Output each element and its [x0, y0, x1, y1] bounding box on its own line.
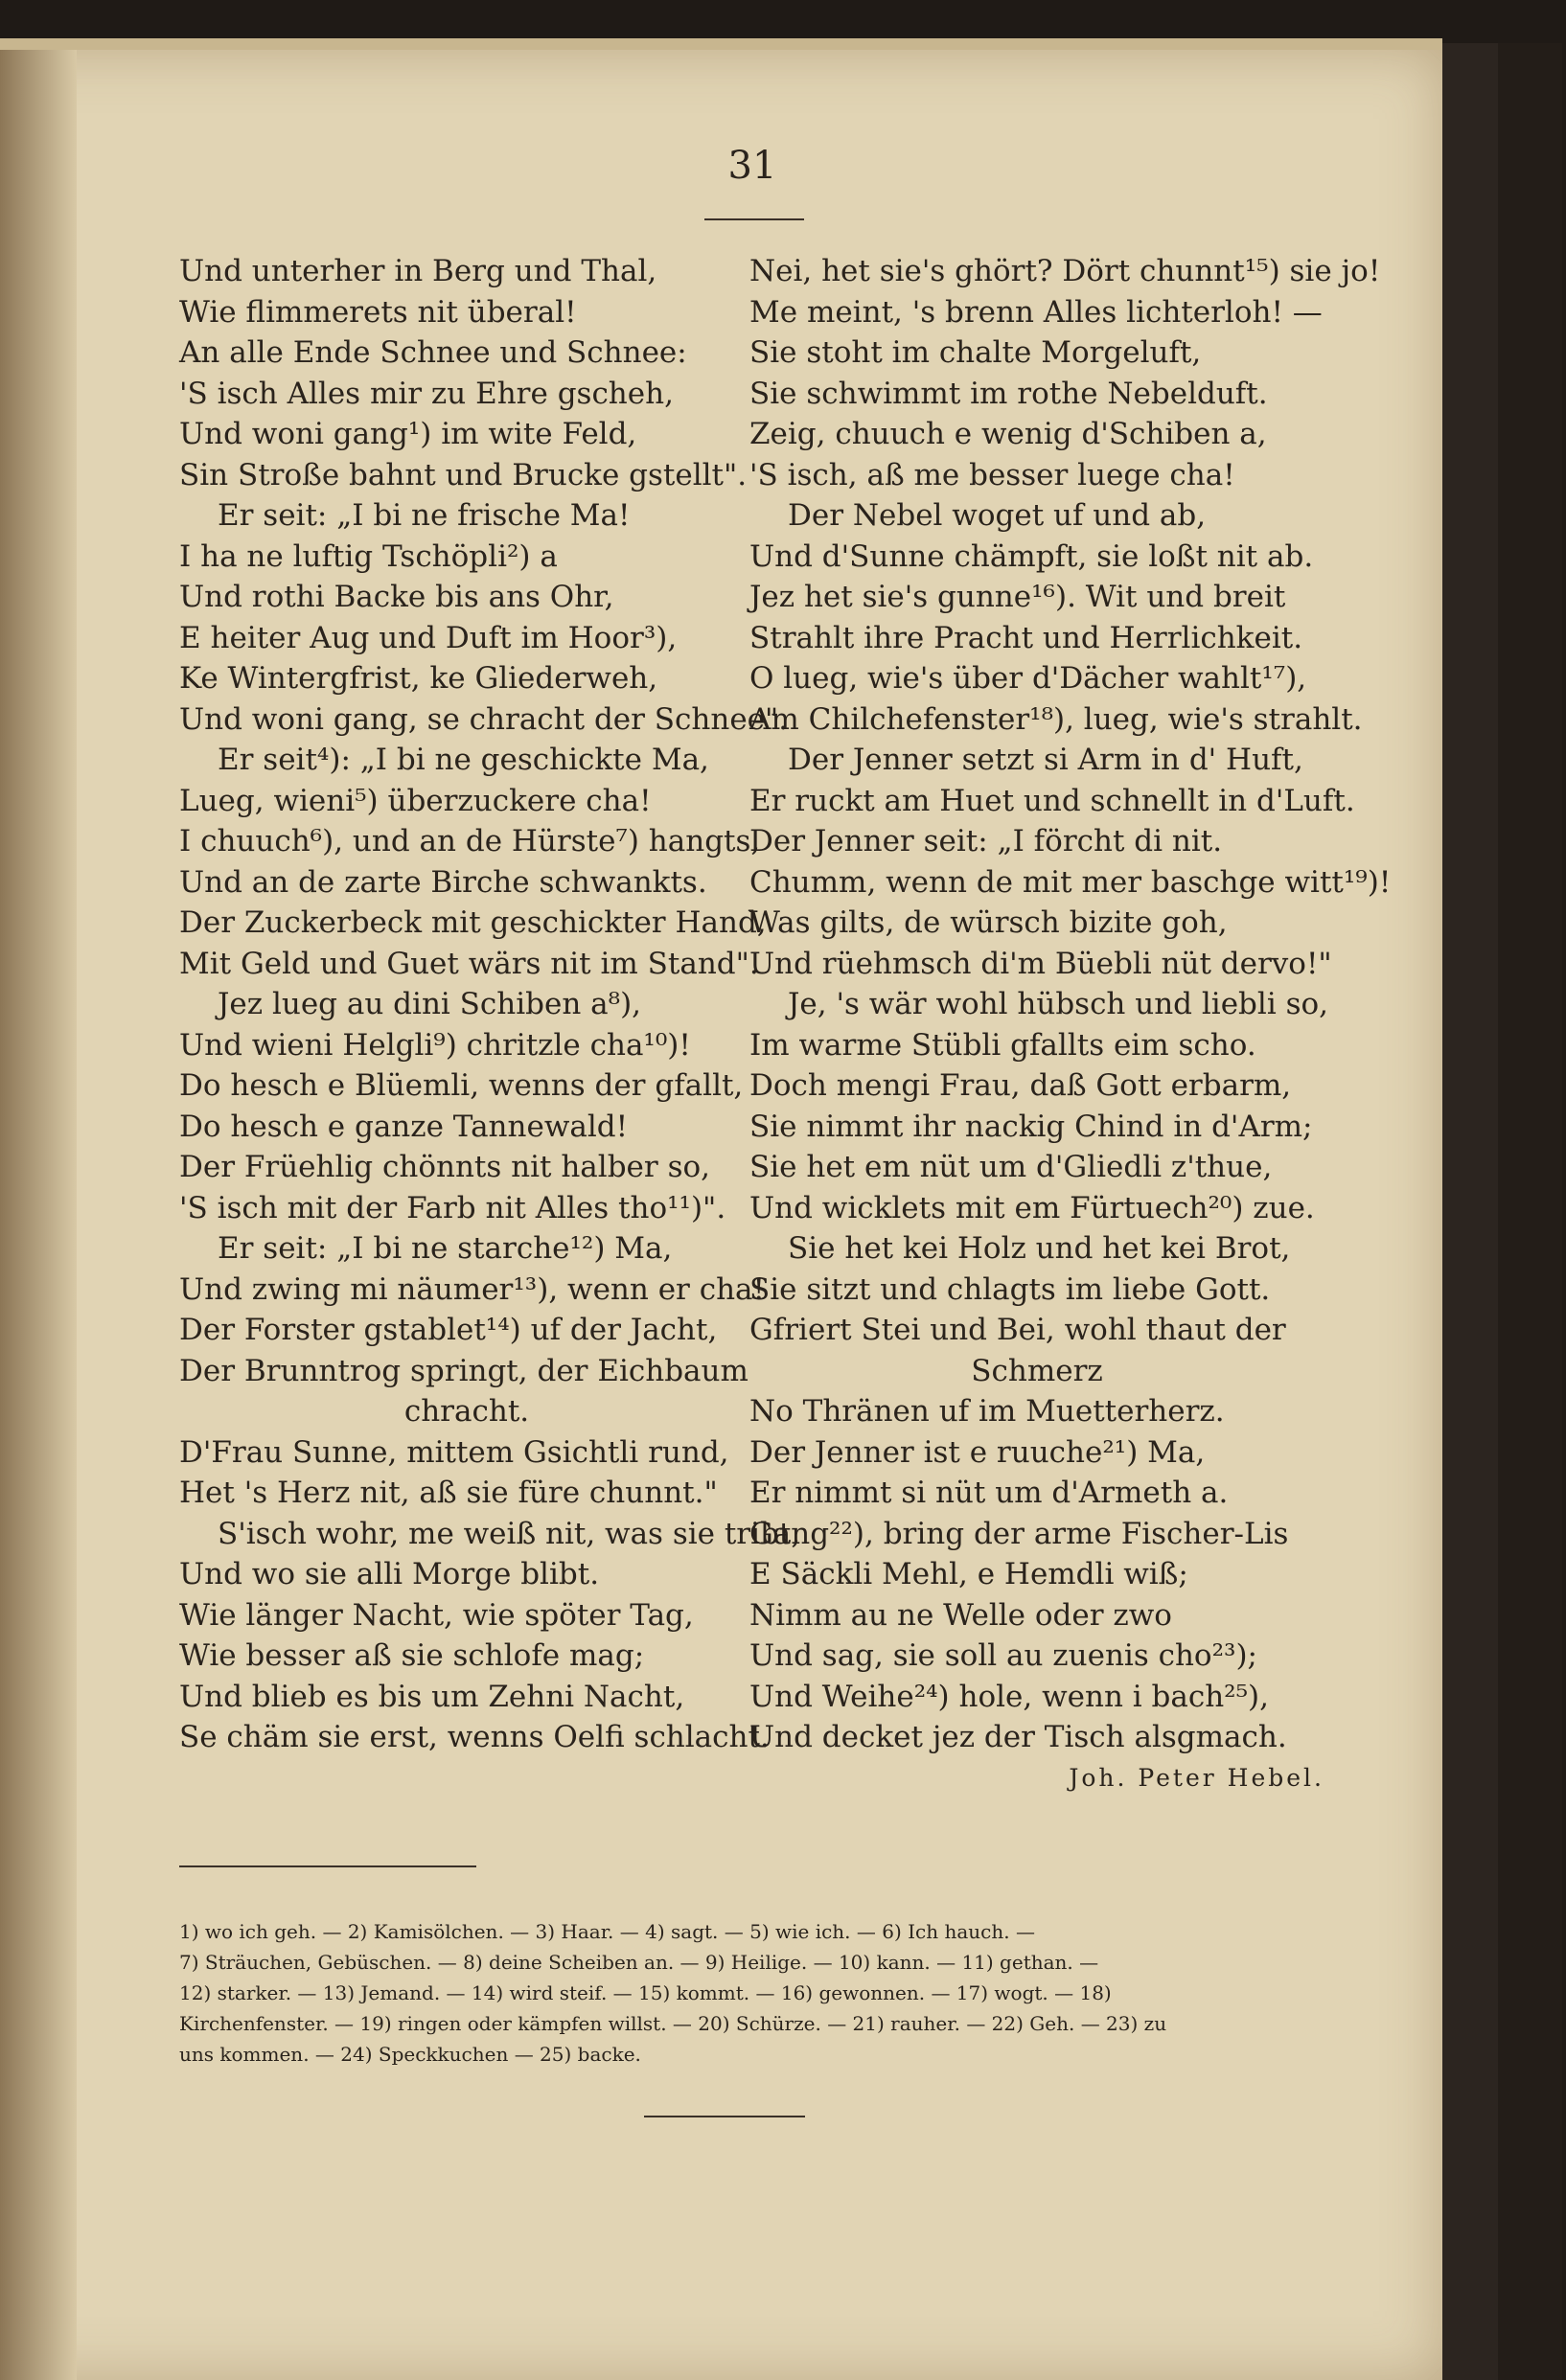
poem-line: Jez het sie's gunne¹⁶). Wit und breit	[749, 580, 1286, 614]
poem-line: Gang²²), bring der arme Fischer-Lis	[749, 1516, 1289, 1551]
poem-line: E Säckli Mehl, e Hemdli wiß;	[749, 1557, 1188, 1591]
poem-line: Und rüehmsch di'm Büebli nüt dervo!"	[749, 946, 1332, 981]
poem-line: Er seit: „I bi ne frische Ma!	[218, 498, 631, 533]
poem-line: No Thränen uf im Muetterherz.	[749, 1394, 1225, 1429]
page-gutter	[0, 50, 77, 2380]
poem-line: Het 's Herz nit, aß sie füre chunnt."	[179, 1476, 718, 1510]
poem-right-column	[749, 251, 1392, 1798]
poem-line: Schmerz	[971, 1353, 1103, 1388]
poem-line: Und Weihe²⁴) hole, wenn i bach²⁵),	[749, 1679, 1269, 1714]
footnote-line: 7) Sträuchen, Gebüschen. — 8) deine Scheiben an. — 9) Heilige. — 10) kann. — 11) gethan. —	[179, 1951, 1099, 1974]
poem-line: O lueg, wie's über d'Dächer wahlt¹⁷),	[749, 661, 1307, 696]
poem-line: Zeig, chuuch e wenig d'Schiben a,	[749, 417, 1267, 451]
author-signature: Joh. Peter Hebel.	[1069, 1763, 1324, 1792]
poem-line: Sie het kei Holz und het kei Brot,	[788, 1231, 1291, 1266]
poem-line: 'S isch, aß me besser luege cha!	[749, 457, 1235, 492]
poem-line: Er nimmt si nüt um d'Armeth a.	[749, 1476, 1229, 1510]
poem-line: Nei, het sie's ghört? Dört chunnt¹⁵) sie jo!	[749, 254, 1381, 288]
poem-line: Und blieb es bis um Zehni Nacht,	[179, 1679, 685, 1714]
poem-line: D'Frau Sunne, mittem Gsichtli rund,	[179, 1434, 729, 1470]
poem-line: Und woni gang¹) im wite Feld,	[179, 417, 637, 451]
poem-line: S'isch wohr, me weiß nit, was sie tribt,	[218, 1516, 801, 1551]
poem-line: Wie besser aß sie schlofe mag;	[179, 1638, 645, 1673]
poem-line: Und unterher in Berg und Thal,	[179, 254, 657, 288]
poem-line: Sin Stroße bahnt und Brucke gstellt".	[179, 457, 748, 492]
poem-line: Der Jenner seit: „I förcht di nit.	[749, 824, 1223, 858]
poem-line: Und wieni Helgli⁹) chritzle cha¹⁰)!	[179, 1027, 691, 1063]
bottom-divider	[644, 2116, 805, 2117]
poem-line: Do hesch e Blüemli, wenns der gfallt,	[179, 1068, 744, 1103]
poem-left-column	[179, 251, 801, 1758]
poem-line: 'S isch mit der Farb nit Alles tho¹¹)".	[179, 1190, 726, 1225]
poem-line: Lueg, wieni⁵) überzuckere cha!	[179, 783, 652, 818]
poem-line: I ha ne luftig Tschöpli²) a	[179, 538, 558, 574]
poem-line: Und sag, sie soll au zuenis cho²³);	[749, 1638, 1257, 1673]
poem-line: Er ruckt am Huet und schnellt in d'Luft.	[749, 783, 1355, 818]
poem-line: Wie flimmerets nit überal!	[179, 294, 577, 330]
poem-line: Chumm, wenn de mit mer baschge witt¹⁹)!	[749, 864, 1392, 900]
footnote-line: 12) starker. — 13) Jemand. — 14) wird steif. — 15) kommt. — 16) gewonnen. — 17) wogt. — 18)	[179, 1981, 1112, 2004]
poem-line: Wie länger Nacht, wie spöter Tag,	[179, 1597, 694, 1633]
poem-line: Mit Geld und Guet wärs nit im Stand".	[179, 946, 759, 981]
poem-line: Sie nimmt ihr nackig Chind in d'Arm;	[749, 1109, 1313, 1144]
poem-line: Er seit⁴): „I bi ne geschickte Ma,	[218, 743, 709, 777]
poem-line: An alle Ende Schnee und Schnee:	[179, 335, 687, 370]
poem-line: Er seit: „I bi ne starche¹²) Ma,	[218, 1231, 673, 1266]
poem-line: Sie het em nüt um d'Gliedli z'thue,	[749, 1150, 1273, 1184]
poem-line: Nimm au ne Welle oder zwo	[749, 1597, 1172, 1633]
poem-line: Der Zuckerbeck mit geschickter Hand,	[179, 905, 767, 940]
poem-line: Und an de zarte Birche schwankts.	[179, 864, 707, 900]
poem-line: Der Früehlig chönnts nit halber so,	[179, 1150, 710, 1184]
poem-line: Se chäm sie erst, wenns Oelfi schlacht.	[179, 1720, 770, 1754]
poem-line: Gfriert Stei und Bei, wohl thaut der	[749, 1313, 1286, 1347]
poem-line: Der Nebel woget uf und ab,	[788, 498, 1207, 533]
poem-line: Der Jenner setzt si Arm in d' Huft,	[788, 743, 1303, 777]
poem-line: E heiter Aug und Duft im Hoor³),	[179, 620, 678, 655]
poem-line: Am Chilchefenster¹⁸), lueg, wie's strahlt.	[749, 701, 1363, 737]
poem-line: 'S isch Alles mir zu Ehre gscheh,	[179, 376, 674, 411]
poem-line: Der Jenner ist e ruuche²¹) Ma,	[749, 1434, 1206, 1470]
page-number: 31	[727, 144, 777, 188]
footnote-line: Kirchenfenster. — 19) ringen oder kämpfen willst. — 20) Schürze. — 21) rauher. — 22) Geh. — 23) zu	[179, 2012, 1167, 2035]
poem-line: Doch mengi Frau, daß Gott erbarm,	[749, 1068, 1292, 1103]
poem-line: Jez lueg au dini Schiben a⁸),	[218, 987, 642, 1021]
poem-line: Und wicklets mit em Fürtuech²⁰) zue.	[749, 1190, 1315, 1225]
poem-line: Ke Wintergfrist, ke Gliederweh,	[179, 661, 658, 696]
poem-line: Sie schwimmt im rothe Nebelduft.	[749, 376, 1268, 411]
poem-line: Je, 's wär wohl hübsch und liebli so,	[788, 987, 1329, 1021]
footnote-line: uns kommen. — 24) Speckkuchen — 25) backe.	[179, 2043, 641, 2066]
poem-line: Was gilts, de würsch bizite goh,	[749, 905, 1228, 940]
poem-line: Und rothi Backe bis ans Ohr,	[179, 580, 614, 614]
poem-line: Und d'Sunne chämpft, sie loßt nit ab.	[749, 538, 1314, 574]
poem-line: Und decket jez der Tisch alsgmach.	[749, 1720, 1287, 1754]
poem-line: Der Forster gstablet¹⁴) uf der Jacht,	[179, 1313, 718, 1347]
poem-line: Me meint, 's brenn Alles lichterloh! —	[749, 294, 1323, 330]
poem-line: Strahlt ihre Pracht und Herrlichkeit.	[749, 620, 1303, 655]
poem-line: Sie sitzt und chlagts im liebe Gott.	[749, 1271, 1271, 1307]
poem-line: Do hesch e ganze Tannewald!	[179, 1109, 629, 1144]
poem-line: Und wo sie alli Morge blibt.	[179, 1557, 600, 1591]
poem-line: Und zwing mi näumer¹³), wenn er cha!	[179, 1271, 765, 1307]
poem-line: Und woni gang, se chracht der Schnee".	[179, 701, 789, 737]
poem-line: Der Brunntrog springt, der Eichbaum	[179, 1353, 748, 1388]
page-number-rule	[704, 218, 804, 220]
poem-line: chracht.	[403, 1394, 530, 1429]
poem-line: Sie stoht im chalte Morgeluft,	[749, 335, 1202, 370]
footnote-divider	[179, 1865, 476, 1867]
poem-line: Im warme Stübli gfallts eim scho.	[749, 1027, 1256, 1063]
footnotes	[179, 1916, 1329, 2070]
poem-line: I chuuch⁶), und an de Hürste⁷) hangts,	[179, 824, 761, 858]
footnote-line: 1) wo ich geh. — 2) Kamisölchen. — 3) Haar. — 4) sagt. — 5) wie ich. — 6) Ich hauch. —	[179, 1920, 1035, 1943]
